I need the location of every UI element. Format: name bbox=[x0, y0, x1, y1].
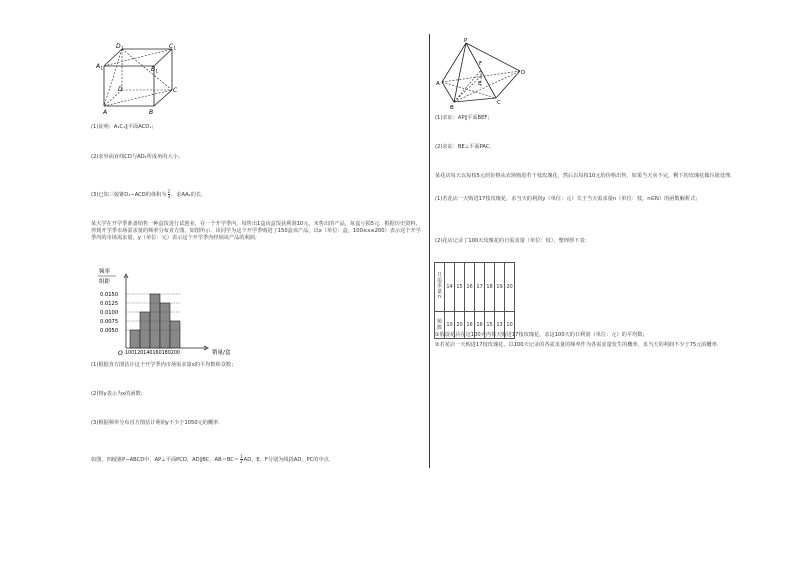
demand-table bbox=[434, 262, 515, 339]
histogram-chart bbox=[96, 268, 276, 358]
question-r2: (2)求证：BE⊥平面PAC． bbox=[435, 144, 495, 150]
problem-4-text: 某花店每天以每枝5元的价格从农场购进若干枝玫瑰花，然后以每枝10元的价格出售．如果当天卖不完，剩下的玫瑰花做垃圾处理． bbox=[435, 173, 736, 179]
histogram-ytick: 0.0100 bbox=[100, 309, 119, 316]
label-a1-sub: 1 bbox=[100, 65, 104, 71]
cube-figure bbox=[96, 40, 186, 118]
hist-xtick-row: 100120140160180200 bbox=[125, 351, 180, 356]
column-divider bbox=[429, 34, 430, 468]
label-b1-sub: 1 bbox=[155, 68, 159, 74]
table-cell: 10 bbox=[445, 312, 455, 339]
table-head-freq: 频 数 bbox=[435, 312, 445, 339]
hist-ylabel-bottom: 组距 bbox=[99, 279, 111, 285]
histogram-bar bbox=[170, 321, 180, 348]
table-cell: 15 bbox=[485, 312, 495, 339]
label-b: B bbox=[450, 105, 454, 110]
label-a1: A bbox=[96, 63, 101, 70]
question-r1: (1)求证：AP∥平面BEF； bbox=[435, 115, 493, 121]
hist-origin: O bbox=[118, 350, 123, 357]
label-c1: C bbox=[169, 43, 174, 50]
problem-2-text: 某大学在开学季准备销售一种盒饭进行试创业，在一个开学季内，每售出1盒该盒饭获利润10元，未售出的产品，每盒亏损5元．根据历史资料，得到开学季市场需求量的频率分布直方图，如图所示．该同学为这个开学季购进了150盒该产品，以x（单位：盒，100≤x≤200）表示这个开学季内的市场需求量，y（单位：元）表示这个开学季内经销该产品的利润． bbox=[91, 221, 421, 242]
label-f: F bbox=[479, 61, 483, 67]
histogram-ytick: 0.0050 bbox=[100, 327, 119, 334]
question-6: (3)根据频率分布直方图估计利润y不少于1050元的概率． bbox=[91, 420, 224, 426]
table-cell: 16 bbox=[475, 312, 485, 339]
table-cell: 18 bbox=[485, 263, 495, 312]
question-3: (3)已知三棱锥D₁−ACD的体积为 $\frac{2}{3}$ ，求AA₁的长． bbox=[91, 189, 207, 199]
table-cell: 14 bbox=[445, 263, 455, 312]
label-c: C bbox=[497, 100, 501, 106]
label-d1: D bbox=[116, 43, 121, 50]
histogram-bar bbox=[160, 303, 170, 348]
hist-xlabel: 销量/盒 bbox=[212, 350, 231, 356]
table-cell: 13 bbox=[495, 312, 505, 339]
question-r4: (2)花店记录了100天玫瑰花的日需求量（单位：枝），整理得下表： bbox=[435, 238, 590, 244]
table-cell: 20 bbox=[455, 312, 465, 339]
table-cell: 15 bbox=[455, 263, 465, 312]
histogram-ytick: 0.0150 bbox=[100, 291, 119, 298]
label-a: A bbox=[436, 81, 440, 87]
table-cell: 10 bbox=[505, 312, 515, 339]
histogram-ytick: 0.0125 bbox=[100, 300, 119, 307]
question-4: (1)根据直方图估计这个开学季内市场需求量x的平均数和众数； bbox=[91, 362, 237, 368]
question-2: (2)求异面直线CD与AD₁所成角的大小； bbox=[91, 154, 184, 160]
problem-3-text: 如图，四棱锥P−ABCD中，AP⊥平面PCD，AD∥BC，AB＝BC＝ $\frac{1}{2}$ AD，E，F分别为线段AD，PC的中点． bbox=[91, 454, 335, 464]
label-d: D bbox=[118, 86, 123, 93]
hist-ylabel-top: 频率 bbox=[99, 269, 111, 275]
label-c1-sub: 1 bbox=[173, 45, 177, 51]
label-d1-sub: 1 bbox=[121, 45, 124, 51]
pyramid-figure bbox=[434, 38, 534, 110]
table-cell: 17 bbox=[475, 263, 485, 312]
label-b1: B bbox=[151, 66, 156, 73]
table-cell: 20 bbox=[505, 263, 515, 312]
question-r5: ①假设花店在这100天内每天购进17枝玫瑰花，求这100天的日利润（单位：元）的平均数； bbox=[435, 332, 648, 338]
table-cell: 19 bbox=[495, 263, 505, 312]
question-r3: (1)若花店一天购进17枝玫瑰花，求当天的利润y（单位：元）关于当天需求量n（单位：枝，n∈N）的函数解析式； bbox=[435, 196, 701, 202]
question-5: (2)将y表示为x的函数； bbox=[91, 391, 146, 397]
label-b: B bbox=[149, 109, 154, 116]
histogram-ytick: 0.0075 bbox=[100, 318, 119, 325]
histogram-bar bbox=[130, 330, 140, 348]
label-c: C bbox=[173, 87, 178, 94]
label-p: P bbox=[464, 38, 468, 44]
table-cell: 16 bbox=[465, 312, 475, 339]
label-d: D bbox=[521, 70, 526, 76]
question-1: (1)证明：A₁C₁∥平面ACD₁； bbox=[91, 124, 157, 130]
question-r6: ②若花店一天购进17枝玫瑰花，以100天记录的各需求量的频率作为各需求量发生的概率，求当天的利润不少于75元的概率． bbox=[435, 342, 723, 348]
label-e: E bbox=[478, 81, 482, 87]
table-head-n: 日 需 求 量 n bbox=[435, 263, 445, 312]
table-cell: 16 bbox=[465, 263, 475, 312]
label-a: A bbox=[103, 109, 108, 116]
